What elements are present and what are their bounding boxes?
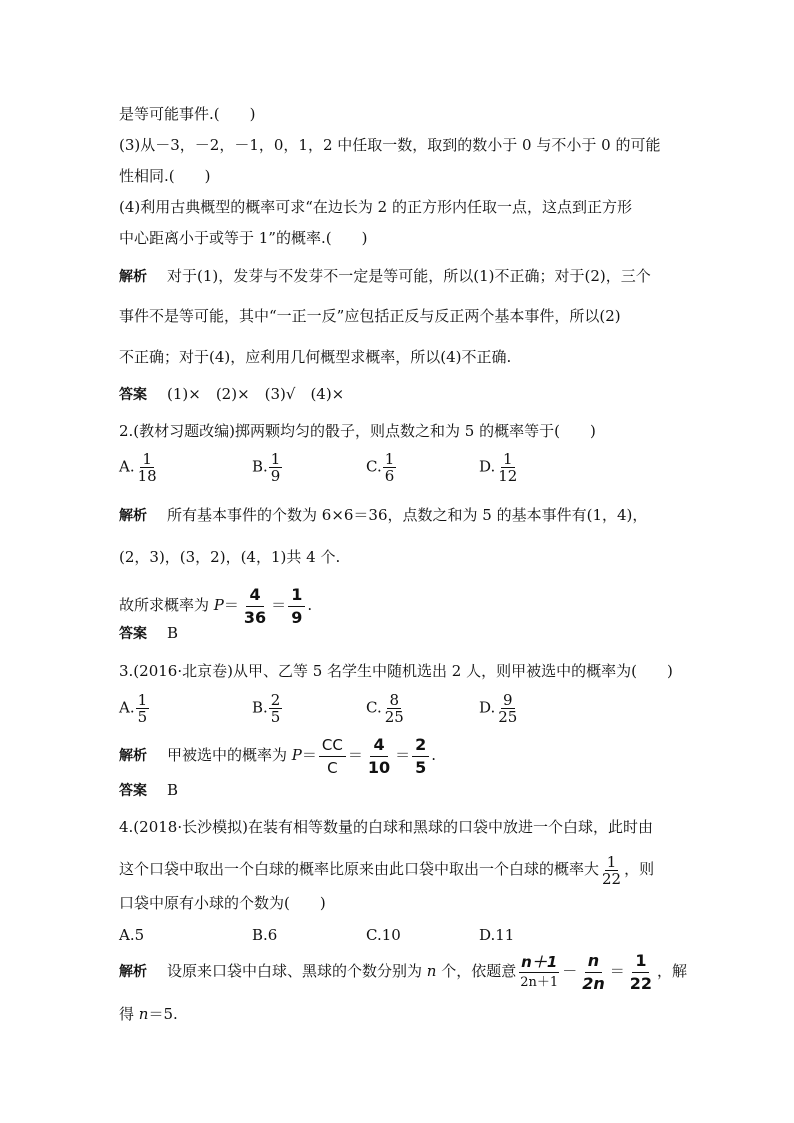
fraction bbox=[579, 950, 608, 995]
q1-analysis-line-1 bbox=[119, 266, 651, 287]
variable-n: n bbox=[426, 962, 437, 980]
fraction-denominator: 2n＋1 bbox=[520, 974, 559, 990]
q2-analysis-line-2: (2，3)，(3，2)，(4，1)共 4 个. bbox=[119, 548, 341, 566]
fraction-numerator: 1 bbox=[606, 852, 617, 871]
equals-sign: ＝ bbox=[271, 596, 287, 614]
q3-answer bbox=[119, 780, 178, 801]
analysis-text: 设原来口袋中白球、黑球的个数分别为 bbox=[167, 962, 423, 980]
option-letter: A. bbox=[119, 457, 135, 476]
answer-label: 答案 bbox=[119, 783, 147, 799]
option-fraction bbox=[496, 451, 519, 484]
fraction-denominator: 36 bbox=[243, 607, 267, 627]
option-letter: B. bbox=[252, 698, 268, 717]
q2-analysis-line-1 bbox=[119, 505, 647, 526]
minus-sign: － bbox=[562, 962, 578, 980]
option-letter: B. bbox=[252, 457, 268, 476]
q4-stem-line-2 bbox=[119, 847, 654, 891]
fraction-denominator: 10 bbox=[367, 757, 391, 777]
fraction-denominator: 9 bbox=[291, 607, 303, 627]
option-letter: C. bbox=[366, 698, 382, 717]
fraction-denominator: 9 bbox=[270, 467, 281, 485]
fraction-denominator: 5 bbox=[270, 708, 281, 726]
fraction-numerator: 1 bbox=[384, 450, 395, 468]
q1-analysis-line-3: 不正确；对于(4)，应利用几何概型求概率，所以(4)不正确. bbox=[119, 348, 512, 366]
analysis-text: ＝5. bbox=[148, 1005, 178, 1023]
combination-fraction bbox=[319, 734, 346, 779]
answer-text: (1)× (2)× (3)√ (4)× bbox=[167, 385, 345, 403]
fraction-numerator: n＋1 bbox=[521, 952, 558, 971]
q4-option-b: B.6 bbox=[252, 926, 278, 944]
fraction-denominator: 6 bbox=[384, 467, 395, 485]
fraction-numerator: 2 bbox=[412, 734, 429, 757]
q4-stem-line-3: 口袋中原有小球的个数为( ) bbox=[119, 894, 326, 912]
q4-analysis-line-2 bbox=[119, 1004, 178, 1024]
fraction-denominator: 22 bbox=[629, 973, 653, 993]
q4-stem-line-1: 4.(2018·长沙模拟)在装有相等数量的白球和黑球的口袋中放进一个白球，此时由 bbox=[119, 818, 653, 836]
q2-option-b bbox=[252, 451, 283, 484]
q1-analysis-line-2: 事件不是等可能，其中“一正一反”应包括正反与反正两个基本事件，所以(2) bbox=[119, 307, 621, 325]
q2-option-d bbox=[479, 451, 520, 484]
q3-stem: 3.(2016·北京卷)从甲、乙等 5 名学生中随机选出 2 人，则甲被选中的概率为( ) bbox=[119, 662, 673, 680]
answer-text: B bbox=[167, 781, 179, 799]
q4-option-d: D.11 bbox=[479, 926, 515, 944]
fraction bbox=[365, 734, 393, 779]
q3-option-d bbox=[479, 692, 520, 725]
q3-option-b bbox=[252, 692, 283, 725]
analysis-label: 解析 bbox=[119, 269, 147, 285]
q1-text-line-5: 中心距离小于或等于 1”的概率.( ) bbox=[119, 229, 368, 247]
q2-stem: 2.(教材习题改编)掷两颗均匀的骰子，则点数之和为 5 的概率等于( ) bbox=[119, 422, 596, 440]
analysis-text: 个，依题意 bbox=[441, 962, 517, 980]
fraction-denominator: 22 bbox=[602, 869, 622, 888]
option-letter: D. bbox=[479, 457, 496, 476]
fraction-numerator: CC bbox=[319, 734, 346, 757]
equals-sign: ＝ bbox=[347, 746, 363, 764]
analysis-text: ，解 bbox=[657, 962, 688, 980]
fraction-numerator: n bbox=[585, 950, 602, 973]
option-letter: D. bbox=[479, 698, 496, 717]
fraction-numerator: 9 bbox=[503, 691, 513, 709]
answer-label: 答案 bbox=[119, 626, 147, 642]
analysis-text: 甲被选中的概率为 bbox=[167, 746, 288, 764]
fraction bbox=[288, 584, 305, 629]
variable-n: n bbox=[138, 1005, 149, 1023]
option-fraction bbox=[269, 451, 283, 484]
fraction-numerator: 1 bbox=[632, 950, 649, 973]
fraction bbox=[627, 950, 655, 995]
fraction-numerator: 1 bbox=[142, 450, 152, 468]
fraction-numerator: 4 bbox=[370, 734, 387, 757]
answer-label: 答案 bbox=[119, 387, 147, 403]
fraction-numerator: 8 bbox=[389, 691, 400, 709]
fraction bbox=[412, 734, 429, 779]
fraction-numerator: 1 bbox=[503, 450, 513, 468]
analysis-label: 解析 bbox=[119, 964, 147, 980]
option-letter: A. bbox=[119, 698, 135, 717]
q1-text-line-2: (3)从－3，－2，－1，0，1，2 中任取一数，取到的数小于 0 与不小于 0 的可能 bbox=[119, 136, 661, 154]
fraction-denominator: 18 bbox=[137, 467, 157, 485]
stem-text: 这个口袋中取出一个白球的概率比原来由此口袋中取出一个白球的概率大 bbox=[119, 860, 600, 878]
option-letter: C. bbox=[366, 457, 382, 476]
q1-answer bbox=[119, 384, 344, 405]
q1-text-line-3: 性相同.( ) bbox=[119, 167, 211, 185]
q3-option-c bbox=[366, 692, 407, 725]
option-fraction bbox=[136, 692, 150, 725]
q2-answer bbox=[119, 623, 178, 644]
fraction bbox=[241, 584, 269, 629]
fraction-numerator: 2 bbox=[270, 691, 281, 709]
probability-symbol: P bbox=[291, 746, 302, 764]
period: . bbox=[307, 596, 313, 614]
period: . bbox=[431, 746, 437, 764]
probability-symbol: P bbox=[213, 596, 224, 614]
fraction-numerator: 4 bbox=[246, 584, 263, 607]
q2-option-a bbox=[119, 451, 160, 484]
q1-text-line-4: (4)利用古典概型的概率可求“在边长为 2 的正方形内任取一点，这点到正方形 bbox=[119, 198, 632, 216]
option-fraction bbox=[383, 692, 406, 725]
option-fraction bbox=[383, 451, 397, 484]
q1-text-line-1: 是等可能事件.( ) bbox=[119, 105, 256, 123]
option-fraction bbox=[269, 692, 283, 725]
q4-analysis-line-1 bbox=[119, 949, 687, 995]
analysis-text: 对于(1)，发芽与不发芽不一定是等可能，所以(1)不正确；对于(2)，三个 bbox=[167, 267, 651, 285]
stem-text: ，则 bbox=[624, 860, 655, 878]
q4-option-c: C.10 bbox=[366, 926, 401, 944]
equals-sign: ＝ bbox=[609, 962, 625, 980]
option-fraction bbox=[136, 451, 159, 484]
q3-option-a bbox=[119, 692, 150, 725]
fraction-denominator: 5 bbox=[415, 757, 427, 777]
analysis-label: 解析 bbox=[119, 508, 147, 524]
equals-sign: ＝ bbox=[301, 746, 317, 764]
fraction-numerator: 1 bbox=[288, 584, 305, 607]
equals-sign: ＝ bbox=[223, 596, 239, 614]
fraction-numerator: 1 bbox=[137, 691, 148, 709]
fraction-denominator: 2n bbox=[582, 973, 605, 993]
analysis-label: 解析 bbox=[119, 748, 147, 764]
option-fraction bbox=[496, 692, 519, 725]
stem-fraction bbox=[600, 854, 623, 887]
fraction-denominator: 5 bbox=[137, 708, 148, 726]
fraction-denominator: C bbox=[327, 758, 338, 777]
analysis-text: 得 bbox=[119, 1005, 135, 1023]
equals-sign: ＝ bbox=[395, 746, 411, 764]
q4-option-a: A.5 bbox=[119, 926, 145, 944]
answer-text: B bbox=[167, 624, 179, 642]
fraction-numerator: 1 bbox=[270, 450, 281, 468]
fraction-denominator: 12 bbox=[498, 467, 518, 485]
fraction-denominator: 25 bbox=[498, 708, 518, 726]
q2-option-c bbox=[366, 451, 397, 484]
analysis-text: 所有基本事件的个数为 6×6＝36，点数之和为 5 的基本事件有(1，4)， bbox=[167, 506, 648, 524]
probability-prefix: 故所求概率为 bbox=[119, 596, 210, 614]
fraction bbox=[518, 952, 560, 993]
fraction-denominator: 25 bbox=[384, 708, 404, 726]
q2-probability-line bbox=[119, 583, 312, 629]
q3-analysis-line bbox=[119, 733, 436, 779]
